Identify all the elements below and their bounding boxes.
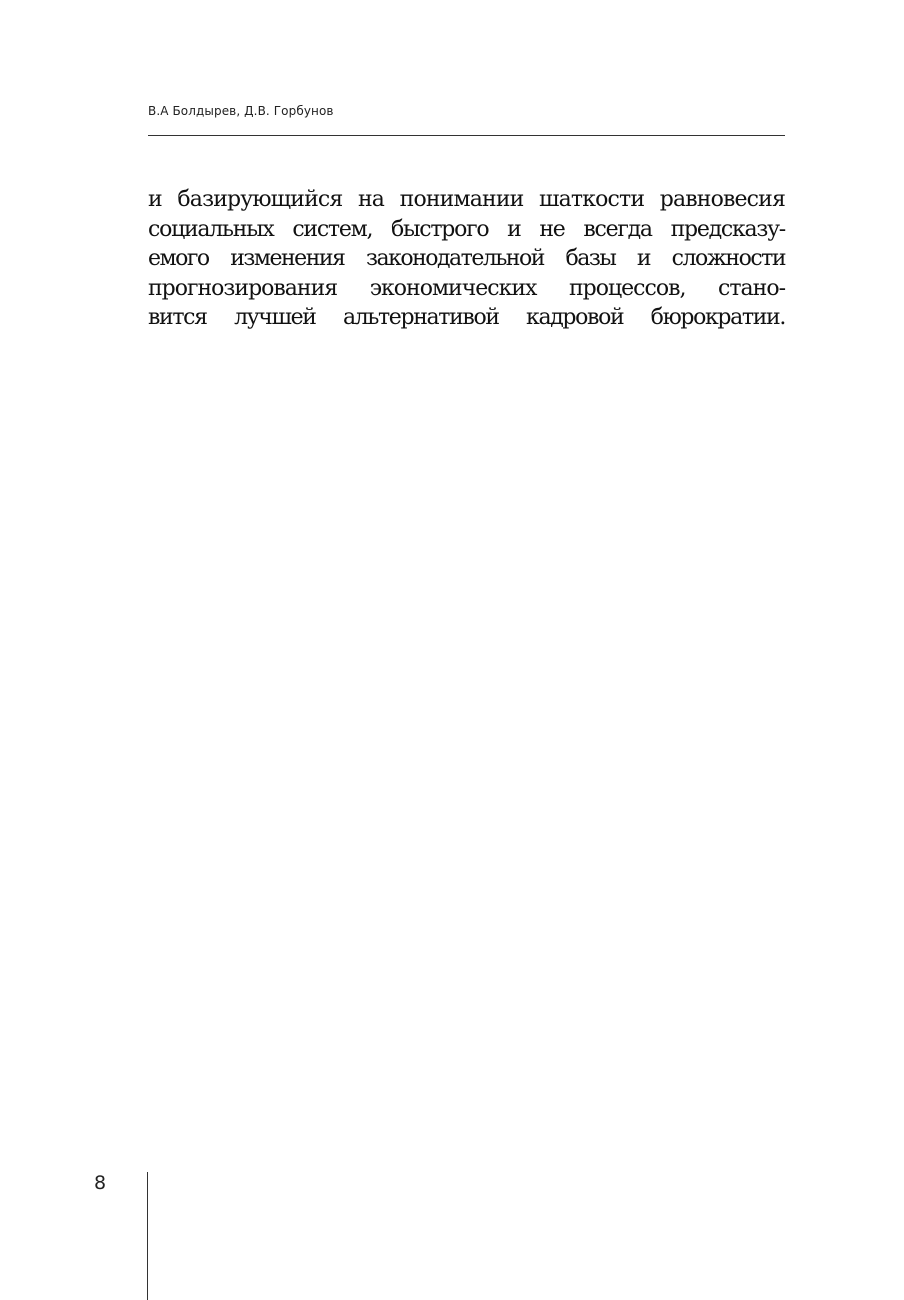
body-line: и базирующийся на понимании шаткости равновесия bbox=[148, 187, 785, 212]
body-line: социальных систем, быстрого и не всегда предсказу- bbox=[148, 216, 785, 242]
page-number: 8 bbox=[94, 1172, 107, 1194]
body-paragraph bbox=[148, 185, 785, 333]
body-line: прогнозирования экономических процессов, стано- bbox=[148, 275, 785, 301]
body-line: емого изменения законодательной базы и сложности bbox=[148, 246, 785, 271]
header-divider bbox=[148, 135, 785, 136]
body-line: вится лучшей альтернативой кадровой бюрократии. bbox=[148, 305, 785, 330]
running-header-authors: В.А Болдырев, Д.В. Горбунов bbox=[148, 104, 334, 118]
folio-divider bbox=[147, 1172, 148, 1300]
